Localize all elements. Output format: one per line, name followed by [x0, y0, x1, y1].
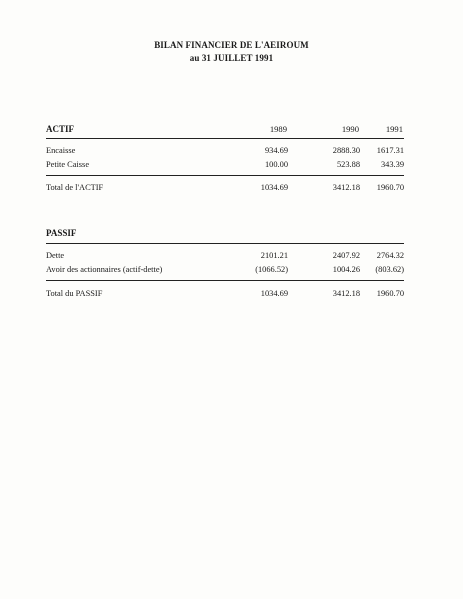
- table-row: [46, 160, 404, 172]
- passif-total-row: [46, 289, 404, 301]
- total-1989: 1034.69: [260, 289, 288, 298]
- value-1990: 2888.30: [332, 146, 360, 155]
- value-1989: 100.00: [264, 160, 288, 169]
- actif-total-rule: [46, 175, 404, 176]
- value-1990: 1004.26: [332, 265, 360, 274]
- value-1991: (803.62): [375, 265, 404, 274]
- total-1991: 1960.70: [376, 183, 404, 192]
- value-1990: 2407.92: [332, 251, 360, 260]
- value-1989: (1066.52): [255, 265, 288, 274]
- total-label: Total de l'ACTIF: [46, 183, 104, 192]
- total-1990: 3412.18: [332, 183, 360, 192]
- value-1990: 523.88: [336, 160, 360, 169]
- passif-header-rule: [46, 243, 404, 244]
- table-row: [46, 251, 404, 263]
- year-header-1989: 1989: [269, 124, 287, 134]
- value-1991: 343.39: [380, 160, 404, 169]
- value-1991: 2764.32: [376, 251, 404, 260]
- row-label: Avoir des actionnaires (actif-dette): [46, 265, 163, 274]
- value-1991: 1617.31: [376, 146, 404, 155]
- row-label: Encaisse: [46, 146, 76, 155]
- year-header-1990: 1990: [341, 124, 359, 134]
- row-label: Petite Caisse: [46, 160, 90, 169]
- passif-header-row: [46, 228, 404, 242]
- actif-section: [46, 124, 404, 204]
- actif-total-row: [46, 183, 404, 195]
- table-row: [46, 146, 404, 158]
- document-subtitle: au 31 JUILLET 1991: [189, 53, 274, 63]
- total-label: Total du PASSIF: [46, 289, 103, 298]
- passif-section: [46, 228, 404, 308]
- year-header-1991: 1991: [385, 124, 403, 134]
- actif-header-rule: [46, 138, 404, 139]
- total-1990: 3412.18: [332, 289, 360, 298]
- actif-header-row: [46, 124, 404, 138]
- value-1989: 2101.21: [260, 251, 288, 260]
- document-title: BILAN FINANCIER DE L'AEIROUM: [154, 40, 309, 50]
- row-label: Dette: [46, 251, 65, 260]
- total-1991: 1960.70: [376, 289, 404, 298]
- passif-heading: PASSIF: [46, 228, 77, 238]
- actif-heading: ACTIF: [46, 124, 75, 134]
- value-1989: 934.69: [264, 146, 288, 155]
- passif-total-rule: [46, 280, 404, 281]
- total-1989: 1034.69: [260, 183, 288, 192]
- table-row: [46, 265, 404, 277]
